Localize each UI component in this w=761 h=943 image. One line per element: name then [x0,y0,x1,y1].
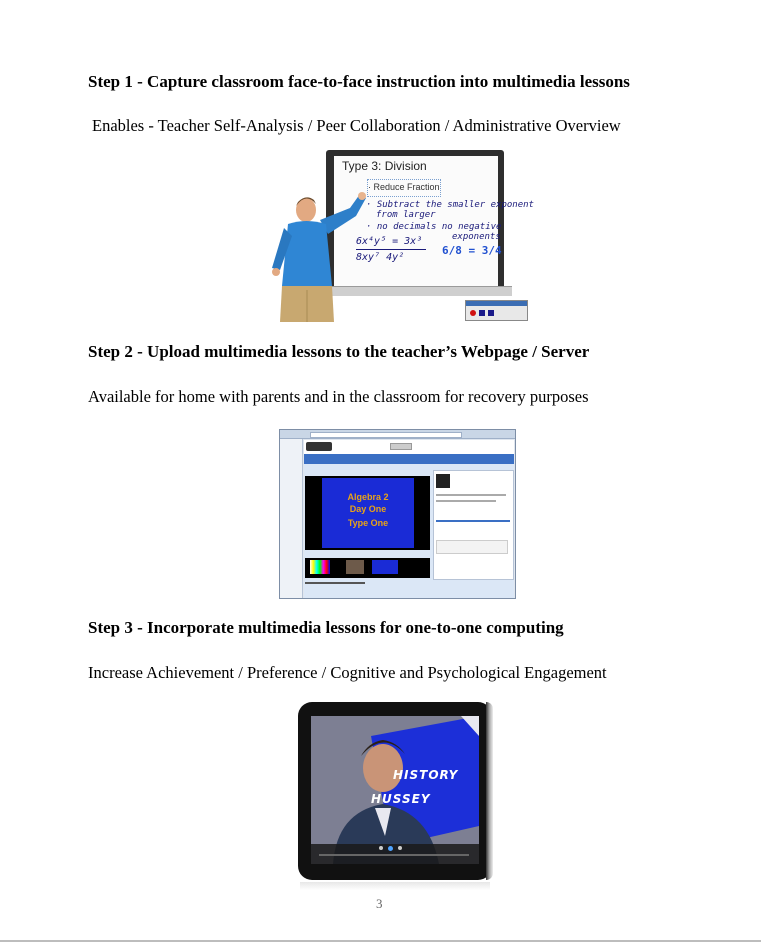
step-3-subtitle: Increase Achievement / Preference / Cognitive and Psychological Engagement [88,663,607,682]
step-1-heading [88,72,630,92]
page-bottom-edge [0,940,761,942]
webpage-screenshot [279,429,516,599]
step-2-heading [88,342,589,362]
video-slide-line-3: Type One [347,518,389,528]
tablet-slide-line-1: HISTORY [393,768,459,782]
step-1-dash: - [137,72,143,91]
step-1-label: Step 1 [88,72,133,91]
step-3-dash: - [137,618,143,637]
page-number: 3 [376,896,383,911]
whiteboard-line-3: from larger [376,210,436,220]
step-2-dash: - [137,342,143,361]
pause-icon [488,310,494,316]
recording-toolbar [465,300,528,321]
whiteboard-line-1: · Reduce Fraction [368,182,440,192]
step-1-title: Capture classroom face-to-face instruction into multimedia lessons [147,72,630,91]
video-slide-line-1: Algebra 2 [347,492,389,502]
step-2-subtitle: Available for home with parents and in the classroom for recovery purposes [88,387,589,406]
whiteboard-line-5: exponents [452,232,501,242]
forward-icon [398,846,402,850]
whiteboard-title: Type 3: Division [342,159,427,173]
video-controls [379,846,402,851]
step-3-title: Incorporate multimedia lessons for one-to-one computing [147,618,564,637]
tablet-slide-line-2: HUSSEY [371,792,431,806]
step-1-subtitle: Enables - Teacher Self-Analysis / Peer Collaboration / Administrative Overview [92,116,621,135]
teacher-figure [262,190,372,322]
stop-icon [479,310,485,316]
whiteboard-line-4: · no decimals no negative [366,222,502,232]
rewind-icon [379,846,383,850]
whiteboard-equation-top: 6x⁴y⁵ = 3x³ [356,236,423,247]
tablet-screen [311,716,479,864]
whiteboard-fraction: 6/8 = 3/4 [442,244,502,257]
play-icon [388,846,393,851]
step-3-label: Step 3 [88,618,133,637]
step-2-label: Step 2 [88,342,133,361]
whiteboard-line-2: · Subtract the smaller exponent [366,200,534,210]
video-slide-line-2: Day One [349,504,387,514]
record-icon [470,310,476,316]
step-2-title: Upload multimedia lessons to the teacher’s Webpage / Server [147,342,590,361]
step-3-heading [88,618,564,638]
whiteboard-equation-bottom: 8xy⁷ 4y² [356,252,405,263]
